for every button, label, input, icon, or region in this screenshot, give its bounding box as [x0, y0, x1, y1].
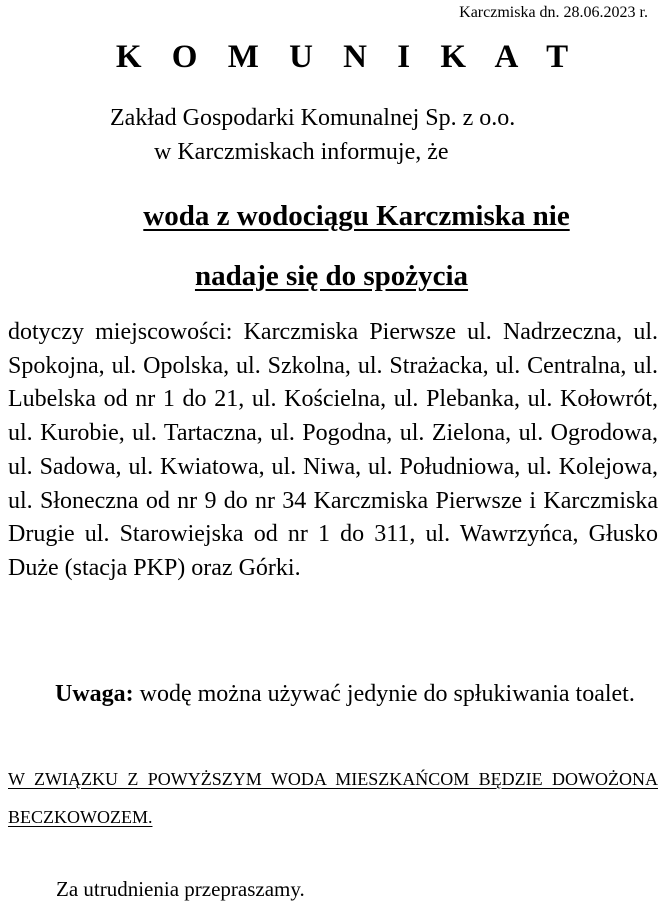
warning-label: Uwaga:: [55, 681, 134, 707]
notice-title: K O M U N I K A T: [115, 39, 580, 75]
headline-line-1: woda z wodociągu Karczmiska nie: [143, 200, 570, 232]
affected-locations-paragraph: dotyczy miejscowości: Karczmiska Pierwsze ul. Nadrzeczna, ul. Spokojna, ul. Opolska, ul. Szkolna, ul. Strażacka, ul. Centralna, ul. Lubelska od nr 1 do 21, ul. Kościelna, ul. Plebanka, ul. Kołowrót, ul. Kurobie, ul. Tartaczna, ul. Pogodna, ul. Zielona, ul. Ogrodowa, ul. Sadowa, ul. Kwiatowa, ul. Niwa, ul. Południowa, ul. Kolejowa, ul. Słoneczna od nr 9 do nr 34 Karczmiska Pierwsze i Karczmiska Drugie ul. Starowiejska od nr 1 do 311, ul. Wawrzyńca, Głusko Duże (stacja PKP) oraz Górki.: [8, 319, 658, 581]
closing-apology: Za utrudnienia przepraszamy.: [56, 877, 305, 901]
issuer-line-2: w Karczmiskach informuje, że: [154, 139, 449, 165]
issuer-block: [0, 101, 663, 169]
water-delivery-notice: W ZWIĄZKU Z POWYŻSZYM WODA MIESZKAŃCOM BĘDZIE DOWOŻONA BECZKOWOZEM.: [8, 769, 658, 827]
date-line: Karczmiska dn. 28.06.2023 r.: [459, 4, 648, 21]
warning-note: [8, 672, 658, 717]
headline-line-2: nadaje się do spożycia: [194, 260, 469, 292]
warning-text: wodę można używać jedynie do spłukiwania toalet.: [133, 681, 635, 707]
issuer-line-1: Zakład Gospodarki Komunalnej Sp. z o.o.: [110, 105, 516, 131]
